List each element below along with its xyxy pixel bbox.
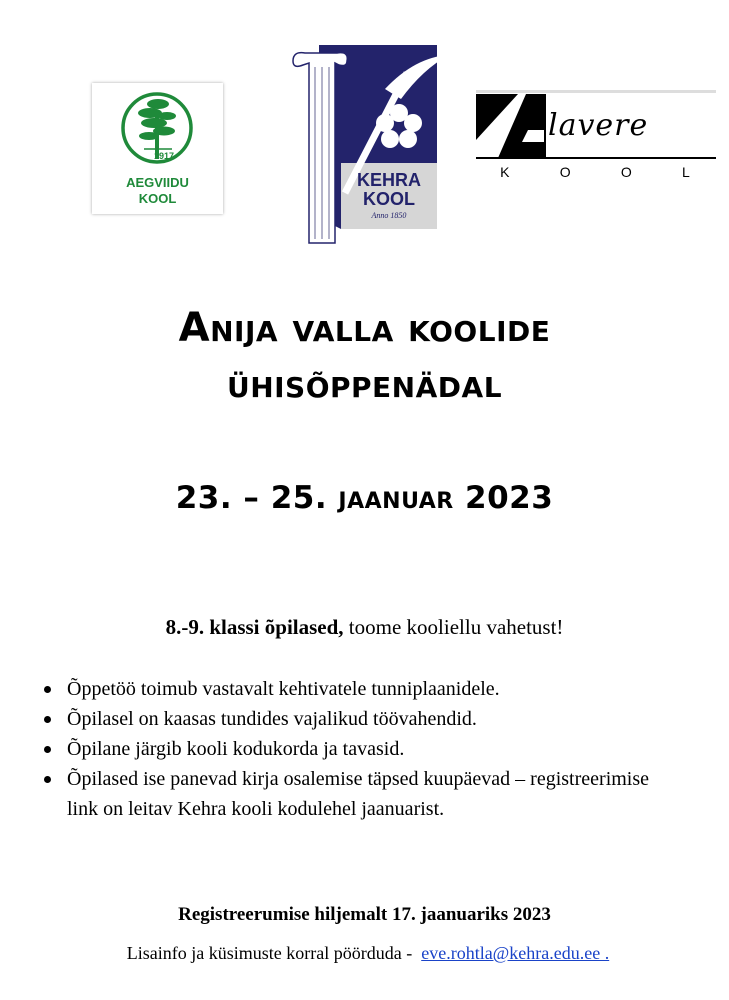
alavere-letter-k: K [500,164,512,180]
aegviidu-year: 1917 [153,151,175,161]
registration-deadline: Registreerumise hiljemalt 17. jaanuariks 2023 [178,904,551,925]
aegviidu-kool-logo [92,83,223,214]
kehra-line1: KEHRA [356,170,421,190]
contact-email-link[interactable]: eve.rohtla@kehra.edu.ee . [421,943,610,963]
alavere-letter-o1: O [559,164,573,180]
alavere-kool-letters [476,164,716,180]
kehra-line2: KOOL [363,189,415,209]
list-item: Õpilane järgib kooli kodukorda ja tavasid. [42,734,682,764]
page-title [0,300,729,412]
intro-rest: toome kooliellu vahetust! [343,615,564,639]
aegviidu-name: AEGVIIDU [126,175,189,190]
kehra-kool-logo [289,43,451,245]
title-line-2: ühisõppenädal [226,361,503,407]
title-line-1: Anija valla koolide [178,305,551,351]
contact-text: Lisainfo ja küsimuste korral pöörduda - [126,943,422,963]
intro-line [0,615,729,640]
info-bullet-list [42,674,682,824]
intro-bold: 8.-9. klassi õpilased, [165,615,344,639]
kehra-anno: Anno 1850 [371,211,407,220]
alavere-letter-o2: O [620,164,634,180]
alavere-letter-l: L [682,164,692,180]
aegviidu-sub: KOOL [138,191,177,206]
alavere-kool-logo [476,90,716,184]
list-item: Õpilasel on kaasas tundides vajalikud töövahendid. [42,704,682,734]
list-item: Õpilased ise panevad kirja osalemise täpsed kuupäevad – registreerimise link on leitav Kehra kooli kodulehel jaanuarist. [42,764,682,824]
alavere-script: lavere [548,108,649,143]
event-date: 23. – 25. jaanuar 2023 [175,480,554,516]
contact-line [0,943,729,964]
list-item: Õppetöö toimub vastavalt kehtivatele tunniplaanidele. [42,674,682,704]
